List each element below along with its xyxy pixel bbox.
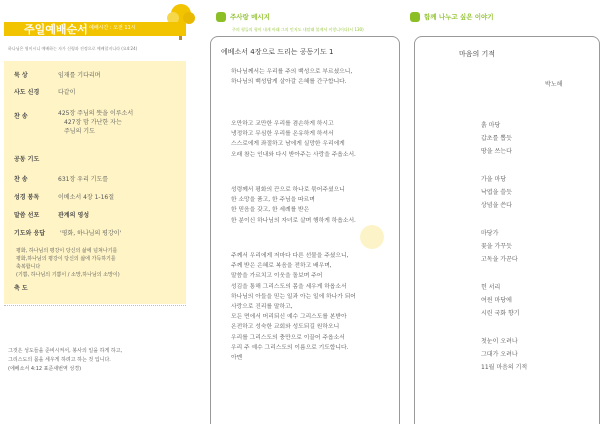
list-item: 말씀 선포 관계의 영성 bbox=[14, 212, 90, 219]
section-header: 주사랑 메시지 bbox=[216, 12, 270, 22]
prayer-column bbox=[204, 0, 400, 424]
leaf-icon bbox=[216, 12, 226, 22]
list-item: 찬 송 631장 우리 기도를 bbox=[14, 176, 109, 183]
list-item: 묵 상 임재를 기다리며 bbox=[14, 72, 101, 79]
hymn-lines: 425장 주님의 뜻을 이루소서 427장 맘 가난한 자는 주님의 기도 bbox=[58, 110, 134, 135]
poem-stanza: 헌 서리 여윈 마당에 시린 국화 향기 bbox=[481, 284, 520, 317]
response-text: 평화, 하나님의 평강이 당신의 삶에 넘쳐나기를 평화,하나님의 평강이 당신의 삶에 가득하기를 축복합니다 (기쁨, 하나님의 기쁨이 / 소망,하나님의 소망이) bbox=[16, 248, 120, 278]
intro-verse: 하나님은 영이시니 예배하는 자가 신령과 진정으로 예배할지니라 (요4:24) bbox=[8, 46, 138, 51]
closing-verse: 그것은 성도들을 준비시켜서, 봉사의 일을 하게 하고, 그리스도의 몸을 세우게 하려고 하는 것 입니다. (에베소서 4:12 표준새번역 성경) bbox=[8, 348, 123, 372]
poem-stanza: 가을 마당 낙엽을 쓸듯 상념을 쓴다 bbox=[481, 176, 512, 209]
prayer-paragraph: 오만하고 교만한 우리를 겸손하게 하시고 냉정하고 무심한 우리를 온유하게 하셔서 스스로에게 좌절하고 남에게 실망한 우리에게 오래 참는 인내와 다시 받아주는 사랑을 주옵소서. bbox=[231, 121, 356, 158]
poem-box bbox=[414, 36, 600, 424]
poem-stanza: 첫눈이 오려나 그대가 오려나 11월 마음의 기적 bbox=[481, 338, 528, 371]
order-of-service-column bbox=[0, 0, 196, 424]
poem-stanza: 마당가 꽃을 가꾸듯 고독을 가꾼다 bbox=[481, 230, 518, 263]
list-item: 공동 기도 bbox=[14, 156, 40, 163]
poem-title: 마음의 기적 bbox=[459, 50, 496, 58]
service-header-bar bbox=[4, 22, 186, 36]
leaf-icon bbox=[410, 12, 420, 22]
section-header: 함께 나누고 싶은 이야기 bbox=[410, 12, 494, 22]
service-time: 예배시간 : 오전 11시 bbox=[89, 25, 136, 31]
header-verse: 주의 형들의 형이 내게 아래 그의 민지도 내말래 볼게서 이렇니이다(시 130) bbox=[232, 27, 364, 32]
service-order-panel bbox=[4, 61, 186, 304]
prayer-paragraph: 주께서 우리에게 저마다 다른 선물을 주셨으니, 주께 받은 은혜로 복음을 전하고 배우며, 말씀을 가르치고 이웃을 돌보며 주어 성김을 통해 그리스도의 몸을 세우게 하옵소서 하나님의 아들을 믿는 일과 아는 일에 하나가 되어 사랑으로 진리를 말하고, 모든 면에서 머리되신 예수 그리스도를 본받아 온전하고 성숙한 교회와 성도되길 원하오니 우리를 그리스도의 충만으로 이끌어 주옵소서 우리 주 예수 그리스도의 이름으로 기도합니다. 아멘 bbox=[231, 253, 356, 362]
poem-column bbox=[404, 0, 600, 424]
page-title: 주일예배순서 bbox=[24, 23, 88, 36]
divider bbox=[4, 305, 186, 306]
list-item: 사도 신경 다같이 bbox=[14, 89, 76, 96]
prayer-paragraph: 하나님께서는 우리를 주의 백성으로 부르셨으니, 하나님의 백성답게 살아갈 은혜를 간구합니다. bbox=[231, 69, 353, 86]
prayer-title: 에베소서 4장으로 드리는 공동기도 1 bbox=[221, 48, 334, 56]
prayer-paragraph: 성령께서 평화의 끈으로 하나로 묶어주셨으니 한 소망을 품고, 한 주님을 따르며 한 믿음을 갖고, 한 세례를 받은 한 분이신 하나님의 자녀로 살며 행하게 하옵소서. bbox=[231, 187, 356, 224]
list-item: 기도와 응답 '평화, 하나님의 평강이' bbox=[14, 230, 122, 237]
prayer-box bbox=[210, 36, 400, 424]
list-item: 성경 봉독 이베소서 4장 1-16절 bbox=[14, 194, 115, 201]
watermark-icon bbox=[356, 223, 388, 251]
list-item: 축 도 bbox=[14, 285, 28, 292]
poem-stanza: 흙 마당 갑초를 뽑듯 땅을 쓰는다 bbox=[481, 122, 512, 155]
list-item: 찬 송 bbox=[14, 113, 28, 120]
poem-author: 박노해 bbox=[545, 81, 563, 88]
